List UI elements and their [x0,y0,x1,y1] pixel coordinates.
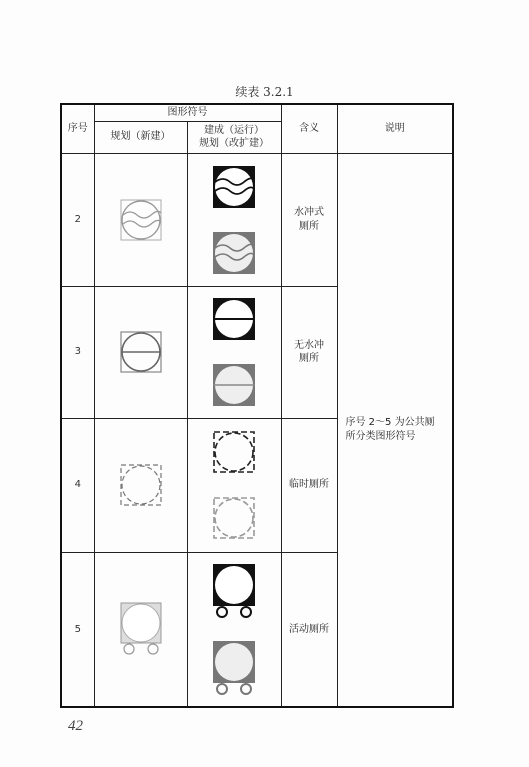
waterless-toilet-expansion-icon [213,364,255,406]
meaning-cell [281,286,337,418]
meaning-cell [281,153,337,286]
flush-toilet-built-icon [213,166,255,208]
temporary-toilet-built-icon [213,431,255,473]
header-seq: 序号 [61,104,94,153]
page-number: 42 [68,718,83,734]
temporary-toilet-expansion-icon [213,497,255,539]
built-symbol-cell [187,552,281,707]
planned-symbol-cell [94,286,187,418]
flush-toilet-expansion-icon [213,232,255,274]
planned-symbol-cell [94,552,187,707]
mobile-toilet-icon [120,602,162,656]
mobile-toilet-expansion-icon [213,641,255,695]
meaning-line1: 活动厕所 [289,623,329,635]
meaning-line1: 无水冲 [294,339,324,351]
table-caption: 续表 3.2.1 [235,85,294,99]
temporary-toilet-icon [120,464,162,506]
meaning-cell [281,552,337,707]
symbol-table [60,103,454,708]
meaning-cell [281,418,337,552]
meaning-line2: 厕所 [299,220,319,232]
meaning-line1: 水冲式 [294,207,324,218]
header-planned: 规划（新建） [94,121,187,153]
header-built [187,121,281,153]
row-number: 2 [61,153,94,286]
planned-symbol-cell [94,153,187,286]
header-note: 说明 [337,104,453,153]
waterless-toilet-icon [120,331,162,373]
planned-symbol-cell [94,418,187,552]
meaning-line2: 厕所 [299,353,319,364]
note-cell: 序号 2～5 为公共厕所分类图形符号 [337,153,453,707]
meaning-line1: 临时厕所 [289,479,329,491]
flush-toilet-icon [120,199,162,241]
row-number: 4 [61,418,94,552]
header-symbol-group: 图形符号 [94,104,281,121]
header-built-line2: 规划（改扩建） [199,138,269,149]
waterless-toilet-built-icon [213,298,255,340]
header-built-line1: 建成（运行） [204,124,264,136]
row-number: 3 [61,286,94,418]
table-row [61,153,453,286]
mobile-toilet-built-icon [213,564,255,618]
built-symbol-cell [187,418,281,552]
row-number: 5 [61,552,94,707]
built-symbol-cell [187,286,281,418]
built-symbol-cell [187,153,281,286]
header-meaning: 含义 [281,104,337,153]
